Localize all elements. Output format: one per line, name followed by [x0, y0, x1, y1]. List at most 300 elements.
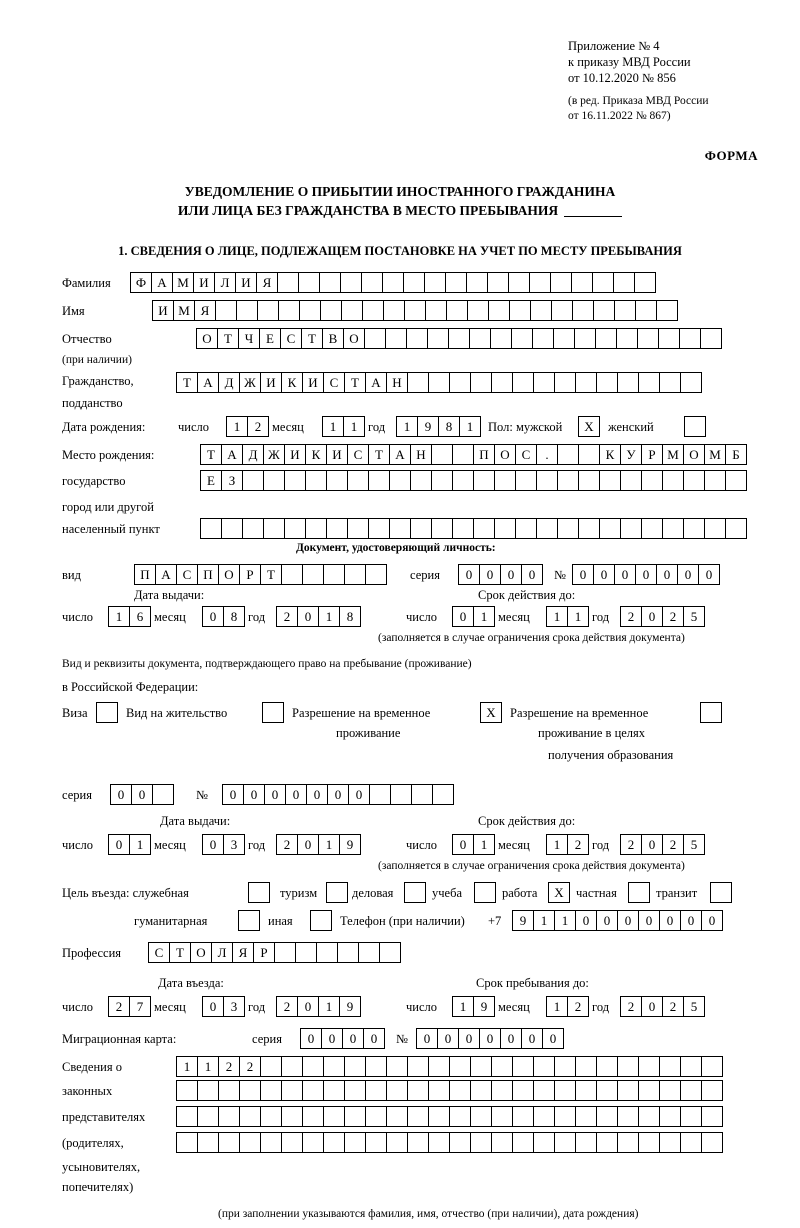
checkbox-purpose-study[interactable] — [474, 882, 495, 903]
char-cell[interactable] — [385, 328, 407, 349]
char-cell[interactable] — [596, 1132, 618, 1153]
char-cell[interactable] — [152, 784, 174, 805]
char-cell[interactable]: У — [620, 444, 642, 465]
char-cell[interactable] — [176, 1080, 198, 1101]
char-cell[interactable] — [362, 300, 384, 321]
char-cell[interactable]: 3 — [223, 834, 245, 855]
char-cell[interactable] — [574, 328, 596, 349]
checkbox-visa[interactable] — [96, 702, 117, 723]
char-cell[interactable] — [557, 470, 579, 491]
char-cell[interactable]: 1 — [108, 606, 130, 627]
char-cell[interactable] — [488, 300, 510, 321]
char-cell[interactable] — [341, 300, 363, 321]
char-cell[interactable]: Н — [410, 444, 432, 465]
char-cell[interactable]: С — [347, 444, 369, 465]
char-cell[interactable]: 0 — [458, 564, 480, 585]
char-cell[interactable]: В — [322, 328, 344, 349]
char-cell[interactable] — [491, 1080, 513, 1101]
char-cell[interactable]: Т — [217, 328, 239, 349]
char-cell[interactable]: Р — [253, 942, 275, 963]
char-cell[interactable]: А — [365, 372, 387, 393]
char-cell[interactable]: 0 — [659, 910, 681, 931]
char-cell[interactable]: О — [218, 564, 240, 585]
char-cell[interactable] — [364, 328, 386, 349]
char-cell[interactable]: Р — [239, 564, 261, 585]
char-cell[interactable]: Ф — [130, 272, 152, 293]
char-cell[interactable]: З — [221, 470, 243, 491]
char-cell[interactable] — [684, 416, 706, 437]
char-cell[interactable]: Н — [386, 372, 408, 393]
char-cell[interactable]: 0 — [542, 1028, 564, 1049]
char-cell[interactable] — [344, 1106, 366, 1127]
char-cell[interactable] — [614, 300, 636, 321]
char-cell[interactable]: 0 — [363, 1028, 385, 1049]
char-cell[interactable] — [628, 882, 650, 903]
char-cell[interactable] — [659, 1080, 681, 1101]
char-cell[interactable] — [448, 328, 470, 349]
char-cell[interactable]: 0 — [264, 784, 286, 805]
char-cell[interactable]: 0 — [306, 784, 328, 805]
char-cell[interactable] — [553, 328, 575, 349]
char-cell[interactable]: П — [134, 564, 156, 585]
char-cell[interactable]: Я — [232, 942, 254, 963]
input-permit-number[interactable] — [222, 784, 453, 805]
char-cell[interactable] — [550, 272, 572, 293]
char-cell[interactable] — [262, 702, 284, 723]
char-cell[interactable] — [554, 1056, 576, 1077]
char-cell[interactable]: А — [151, 272, 173, 293]
char-cell[interactable] — [302, 1106, 324, 1127]
char-cell[interactable]: 1 — [318, 996, 340, 1017]
char-cell[interactable] — [344, 1080, 366, 1101]
char-cell[interactable] — [365, 1080, 387, 1101]
char-cell[interactable] — [592, 272, 614, 293]
char-cell[interactable]: Д — [218, 372, 240, 393]
input-entry-day[interactable] — [108, 996, 150, 1017]
char-cell[interactable]: 8 — [339, 606, 361, 627]
char-cell[interactable] — [319, 272, 341, 293]
char-cell[interactable] — [533, 1080, 555, 1101]
char-cell[interactable] — [551, 300, 573, 321]
char-cell[interactable]: 0 — [656, 564, 678, 585]
char-cell[interactable] — [218, 1132, 240, 1153]
char-cell[interactable] — [596, 1080, 618, 1101]
char-cell[interactable]: 0 — [202, 834, 224, 855]
char-cell[interactable] — [263, 470, 285, 491]
input-stay-day[interactable] — [452, 996, 494, 1017]
char-cell[interactable] — [533, 1132, 555, 1153]
char-cell[interactable] — [659, 1056, 681, 1077]
char-cell[interactable]: 1 — [197, 1056, 219, 1077]
char-cell[interactable] — [638, 1106, 660, 1127]
char-cell[interactable] — [656, 300, 678, 321]
char-cell[interactable] — [295, 942, 317, 963]
char-cell[interactable]: 0 — [416, 1028, 438, 1049]
char-cell[interactable] — [248, 882, 270, 903]
char-cell[interactable] — [407, 1080, 429, 1101]
char-cell[interactable] — [572, 300, 594, 321]
char-cell[interactable] — [299, 300, 321, 321]
char-cell[interactable]: 0 — [521, 564, 543, 585]
char-cell[interactable] — [260, 1056, 282, 1077]
char-cell[interactable]: Д — [242, 444, 264, 465]
input-permit-issue-month[interactable] — [202, 834, 244, 855]
char-cell[interactable]: 1 — [226, 416, 248, 437]
input-birthplace-row-2[interactable] — [200, 470, 746, 491]
char-cell[interactable]: Л — [214, 272, 236, 293]
char-cell[interactable]: 0 — [222, 784, 244, 805]
input-phone[interactable] — [512, 910, 722, 931]
char-cell[interactable]: 0 — [596, 910, 618, 931]
char-cell[interactable]: Т — [368, 444, 390, 465]
char-cell[interactable] — [557, 444, 579, 465]
char-cell[interactable] — [701, 1106, 723, 1127]
char-cell[interactable]: О — [343, 328, 365, 349]
char-cell[interactable] — [323, 1080, 345, 1101]
char-cell[interactable]: 1 — [546, 606, 568, 627]
input-permit-valid-year[interactable] — [620, 834, 704, 855]
char-cell[interactable]: Ж — [263, 444, 285, 465]
char-cell[interactable] — [239, 1106, 261, 1127]
char-cell[interactable] — [596, 1056, 618, 1077]
char-cell[interactable] — [197, 1132, 219, 1153]
char-cell[interactable]: С — [515, 444, 537, 465]
char-cell[interactable] — [215, 300, 237, 321]
char-cell[interactable] — [470, 1106, 492, 1127]
char-cell[interactable] — [467, 300, 489, 321]
char-cell[interactable] — [369, 784, 391, 805]
char-cell[interactable]: 2 — [567, 834, 589, 855]
char-cell[interactable] — [239, 1080, 261, 1101]
char-cell[interactable] — [575, 1132, 597, 1153]
char-cell[interactable] — [512, 1132, 534, 1153]
checkbox-sex-female[interactable] — [684, 416, 705, 437]
char-cell[interactable] — [236, 300, 258, 321]
char-cell[interactable] — [449, 1080, 471, 1101]
char-cell[interactable]: 2 — [662, 606, 684, 627]
char-cell[interactable]: 6 — [129, 606, 151, 627]
checkbox-purpose-tourism[interactable] — [326, 882, 347, 903]
char-cell[interactable]: 1 — [318, 606, 340, 627]
char-cell[interactable] — [411, 784, 433, 805]
char-cell[interactable]: 0 — [110, 784, 132, 805]
char-cell[interactable] — [281, 1080, 303, 1101]
char-cell[interactable] — [257, 300, 279, 321]
char-cell[interactable]: 0 — [614, 564, 636, 585]
char-cell[interactable] — [242, 470, 264, 491]
char-cell[interactable] — [238, 910, 260, 931]
input-legal-rep-row-4[interactable] — [176, 1132, 722, 1153]
char-cell[interactable] — [680, 1080, 702, 1101]
checkbox-sex-male[interactable] — [578, 416, 599, 437]
char-cell[interactable] — [302, 1080, 324, 1101]
char-cell[interactable] — [491, 1106, 513, 1127]
char-cell[interactable] — [620, 470, 642, 491]
checkbox-purpose-other[interactable] — [310, 910, 331, 931]
char-cell[interactable] — [260, 1106, 282, 1127]
input-legal-rep-row-3[interactable] — [176, 1106, 722, 1127]
input-permit-valid-day[interactable] — [452, 834, 494, 855]
char-cell[interactable] — [578, 470, 600, 491]
char-cell[interactable] — [596, 1106, 618, 1127]
char-cell[interactable]: 2 — [108, 996, 130, 1017]
char-cell[interactable] — [218, 1106, 240, 1127]
char-cell[interactable] — [638, 1080, 660, 1101]
char-cell[interactable]: 0 — [701, 910, 723, 931]
char-cell[interactable] — [404, 300, 426, 321]
char-cell[interactable] — [683, 470, 705, 491]
char-cell[interactable]: О — [683, 444, 705, 465]
char-cell[interactable]: 9 — [339, 834, 361, 855]
char-cell[interactable]: Р — [641, 444, 663, 465]
char-cell[interactable] — [533, 1056, 555, 1077]
char-cell[interactable]: О — [494, 444, 516, 465]
char-cell[interactable]: 1 — [343, 416, 365, 437]
char-cell[interactable] — [386, 1106, 408, 1127]
char-cell[interactable]: Т — [200, 444, 222, 465]
char-cell[interactable] — [512, 1106, 534, 1127]
char-cell[interactable] — [617, 1056, 639, 1077]
char-cell[interactable]: М — [704, 444, 726, 465]
char-cell[interactable] — [638, 1132, 660, 1153]
input-valid-month[interactable] — [546, 606, 588, 627]
char-cell[interactable] — [659, 1132, 681, 1153]
char-cell[interactable]: Л — [211, 942, 233, 963]
char-cell[interactable] — [197, 1106, 219, 1127]
char-cell[interactable]: 0 — [680, 910, 702, 931]
char-cell[interactable] — [274, 942, 296, 963]
char-cell[interactable] — [635, 300, 657, 321]
char-cell[interactable] — [428, 1132, 450, 1153]
char-cell[interactable] — [494, 470, 516, 491]
char-cell[interactable]: И — [193, 272, 215, 293]
char-cell[interactable] — [428, 1056, 450, 1077]
char-cell[interactable]: 1 — [554, 910, 576, 931]
char-cell[interactable] — [302, 1056, 324, 1077]
input-valid-day[interactable] — [452, 606, 494, 627]
char-cell[interactable]: 0 — [698, 564, 720, 585]
char-cell[interactable] — [407, 1132, 429, 1153]
char-cell[interactable] — [466, 272, 488, 293]
char-cell[interactable]: 9 — [473, 996, 495, 1017]
char-cell[interactable]: М — [662, 444, 684, 465]
char-cell[interactable]: 1 — [318, 834, 340, 855]
char-cell[interactable] — [260, 1080, 282, 1101]
char-cell[interactable]: 9 — [417, 416, 439, 437]
char-cell[interactable] — [530, 300, 552, 321]
char-cell[interactable]: 2 — [276, 606, 298, 627]
char-cell[interactable] — [595, 328, 617, 349]
char-cell[interactable] — [659, 1106, 681, 1127]
char-cell[interactable]: 0 — [243, 784, 265, 805]
char-cell[interactable]: М — [172, 272, 194, 293]
char-cell[interactable]: 0 — [617, 910, 639, 931]
char-cell[interactable]: 0 — [593, 564, 615, 585]
char-cell[interactable]: 5 — [683, 606, 705, 627]
char-cell[interactable]: 2 — [276, 996, 298, 1017]
char-cell[interactable] — [680, 1106, 702, 1127]
input-legal-rep-row-2[interactable] — [176, 1080, 722, 1101]
char-cell[interactable] — [316, 942, 338, 963]
char-cell[interactable] — [638, 1056, 660, 1077]
char-cell[interactable] — [509, 300, 531, 321]
input-birth-year[interactable] — [396, 416, 480, 437]
char-cell[interactable]: 0 — [437, 1028, 459, 1049]
char-cell[interactable]: 1 — [533, 910, 555, 931]
char-cell[interactable] — [613, 272, 635, 293]
char-cell[interactable] — [473, 470, 495, 491]
char-cell[interactable] — [512, 1056, 534, 1077]
input-entry-year[interactable] — [276, 996, 360, 1017]
char-cell[interactable] — [379, 942, 401, 963]
char-cell[interactable]: А — [221, 444, 243, 465]
char-cell[interactable] — [575, 1080, 597, 1101]
input-permit-valid-month[interactable] — [546, 834, 588, 855]
char-cell[interactable]: И — [235, 272, 257, 293]
input-permit-issue-year[interactable] — [276, 834, 360, 855]
char-cell[interactable]: И — [284, 444, 306, 465]
char-cell[interactable]: 0 — [342, 1028, 364, 1049]
char-cell[interactable] — [96, 702, 118, 723]
char-cell[interactable]: 0 — [641, 606, 663, 627]
checkbox-temp-residence[interactable] — [480, 702, 501, 723]
char-cell[interactable]: К — [599, 444, 621, 465]
char-cell[interactable] — [344, 1056, 366, 1077]
checkbox-purpose-transit[interactable] — [710, 882, 731, 903]
char-cell[interactable]: 0 — [638, 910, 660, 931]
char-cell[interactable] — [512, 1080, 534, 1101]
char-cell[interactable]: 1 — [473, 834, 495, 855]
char-cell[interactable] — [298, 272, 320, 293]
char-cell[interactable]: 0 — [321, 1028, 343, 1049]
char-cell[interactable] — [320, 300, 342, 321]
char-cell[interactable]: 1 — [396, 416, 418, 437]
char-cell[interactable] — [701, 1056, 723, 1077]
char-cell[interactable] — [470, 1080, 492, 1101]
char-cell[interactable] — [554, 1080, 576, 1101]
char-cell[interactable] — [616, 328, 638, 349]
checkbox-residence-permit[interactable] — [262, 702, 283, 723]
char-cell[interactable] — [340, 272, 362, 293]
input-birthplace-row-1[interactable] — [200, 444, 746, 465]
char-cell[interactable] — [452, 470, 474, 491]
char-cell[interactable] — [575, 1056, 597, 1077]
char-cell[interactable] — [511, 328, 533, 349]
char-cell[interactable] — [284, 470, 306, 491]
char-cell[interactable] — [445, 272, 467, 293]
char-cell[interactable]: 0 — [285, 784, 307, 805]
char-cell[interactable]: 0 — [500, 564, 522, 585]
char-cell[interactable]: С — [176, 564, 198, 585]
char-cell[interactable] — [634, 272, 656, 293]
char-cell[interactable]: 1 — [452, 996, 474, 1017]
char-cell[interactable]: 0 — [297, 996, 319, 1017]
char-cell[interactable] — [358, 942, 380, 963]
char-cell[interactable] — [428, 1080, 450, 1101]
char-cell[interactable]: Я — [194, 300, 216, 321]
char-cell[interactable]: Т — [169, 942, 191, 963]
char-cell[interactable] — [407, 1056, 429, 1077]
char-cell[interactable]: П — [473, 444, 495, 465]
char-cell[interactable]: 0 — [521, 1028, 543, 1049]
char-cell[interactable]: 9 — [339, 996, 361, 1017]
char-cell[interactable]: 0 — [500, 1028, 522, 1049]
char-cell[interactable] — [536, 470, 558, 491]
char-cell[interactable]: Ж — [239, 372, 261, 393]
char-cell[interactable] — [593, 300, 615, 321]
input-profession[interactable] — [148, 942, 400, 963]
char-cell[interactable] — [474, 882, 496, 903]
char-cell[interactable]: 8 — [438, 416, 460, 437]
char-cell[interactable] — [641, 470, 663, 491]
char-cell[interactable] — [487, 272, 509, 293]
char-cell[interactable]: И — [326, 444, 348, 465]
char-cell[interactable]: 0 — [452, 606, 474, 627]
char-cell[interactable] — [326, 470, 348, 491]
char-cell[interactable] — [386, 1080, 408, 1101]
char-cell[interactable] — [554, 1132, 576, 1153]
char-cell[interactable]: К — [281, 372, 303, 393]
char-cell[interactable] — [679, 328, 701, 349]
char-cell[interactable] — [368, 470, 390, 491]
input-birth-month[interactable] — [322, 416, 364, 437]
char-cell[interactable]: 5 — [683, 996, 705, 1017]
char-cell[interactable]: 1 — [546, 834, 568, 855]
char-cell[interactable] — [449, 1106, 471, 1127]
char-cell[interactable] — [658, 328, 680, 349]
char-cell[interactable]: 5 — [683, 834, 705, 855]
char-cell[interactable] — [469, 328, 491, 349]
char-cell[interactable] — [365, 1106, 387, 1127]
char-cell[interactable] — [361, 272, 383, 293]
char-cell[interactable]: А — [155, 564, 177, 585]
char-cell[interactable] — [508, 272, 530, 293]
char-cell[interactable] — [281, 1132, 303, 1153]
char-cell[interactable]: С — [148, 942, 170, 963]
char-cell[interactable]: 2 — [620, 834, 642, 855]
char-cell[interactable] — [446, 300, 468, 321]
input-legal-rep-row-1[interactable] — [176, 1056, 722, 1077]
char-cell[interactable] — [725, 470, 747, 491]
checkbox-purpose-work[interactable] — [548, 882, 569, 903]
char-cell[interactable] — [491, 1132, 513, 1153]
char-cell[interactable]: О — [190, 942, 212, 963]
char-cell[interactable] — [617, 1132, 639, 1153]
char-cell[interactable] — [218, 1080, 240, 1101]
char-cell[interactable] — [197, 1080, 219, 1101]
char-cell[interactable]: С — [280, 328, 302, 349]
char-cell[interactable] — [386, 1132, 408, 1153]
char-cell[interactable] — [278, 300, 300, 321]
char-cell[interactable] — [176, 1106, 198, 1127]
char-cell[interactable]: 1 — [473, 606, 495, 627]
checkbox-purpose-private[interactable] — [628, 882, 649, 903]
input-entry-month[interactable] — [202, 996, 244, 1017]
char-cell[interactable] — [428, 1106, 450, 1127]
char-cell[interactable] — [491, 1056, 513, 1077]
char-cell[interactable] — [578, 444, 600, 465]
char-cell[interactable]: 9 — [512, 910, 534, 931]
char-cell[interactable] — [404, 882, 426, 903]
char-cell[interactable]: С — [323, 372, 345, 393]
char-cell[interactable] — [700, 702, 722, 723]
char-cell[interactable]: 0 — [348, 784, 370, 805]
char-cell[interactable]: Я — [256, 272, 278, 293]
char-cell[interactable]: 0 — [641, 834, 663, 855]
char-cell[interactable] — [452, 444, 474, 465]
char-cell[interactable]: 0 — [479, 1028, 501, 1049]
char-cell[interactable] — [529, 272, 551, 293]
